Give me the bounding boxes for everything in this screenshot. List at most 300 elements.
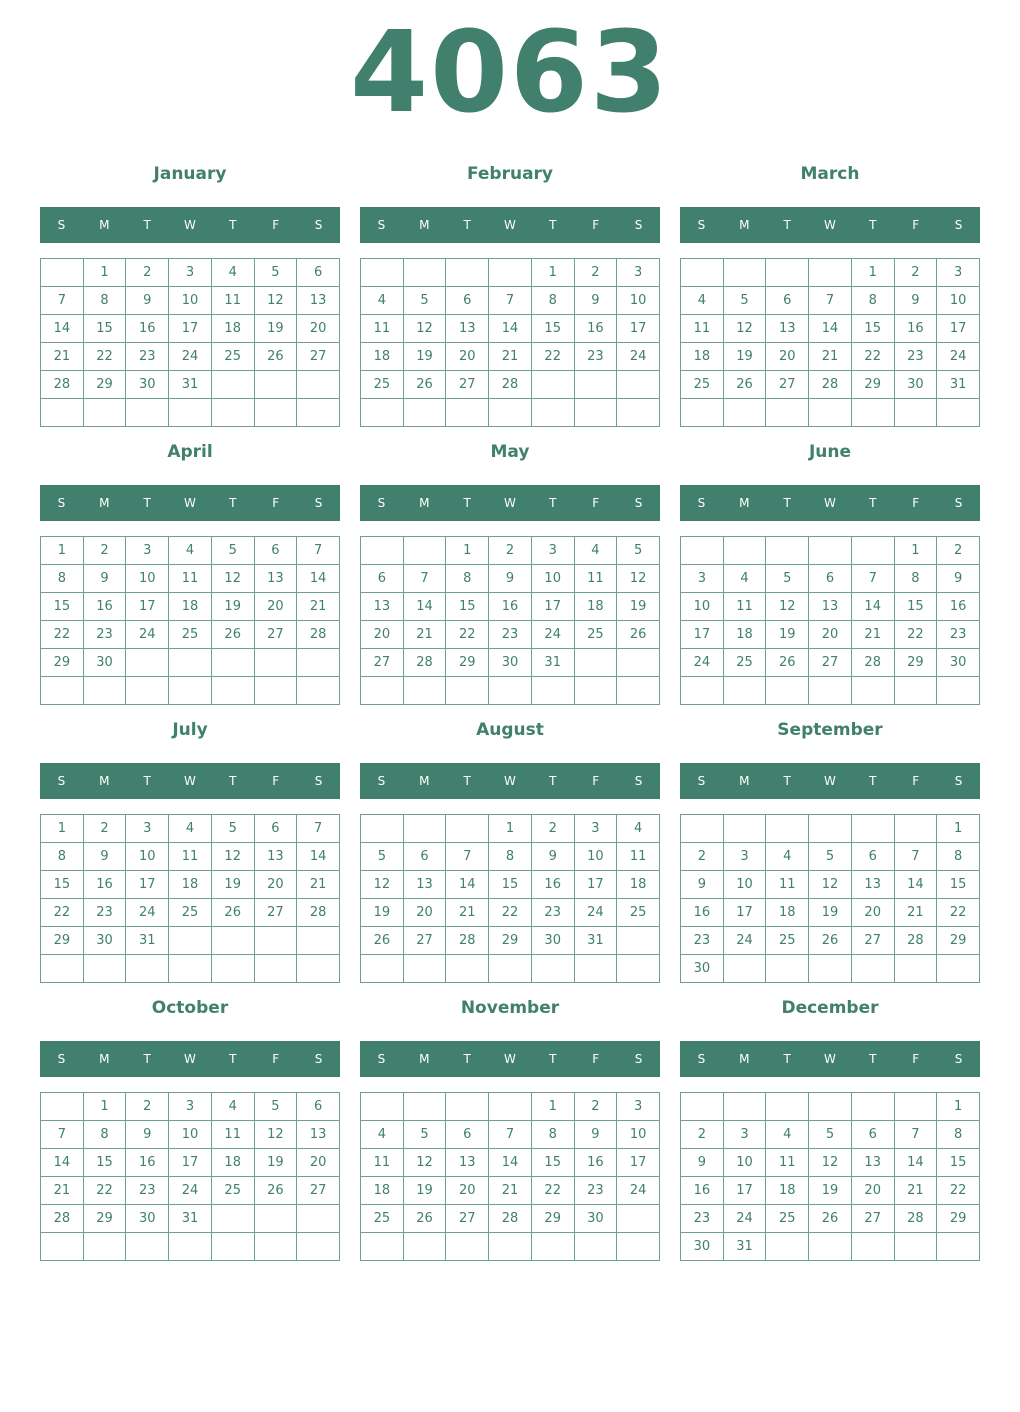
day-cell: 28 — [489, 1205, 532, 1233]
day-cell — [255, 927, 298, 955]
day-cell: 8 — [852, 287, 895, 315]
weekday-header — [40, 207, 340, 243]
weekday-label: S — [377, 1052, 386, 1066]
day-cell — [532, 399, 575, 427]
day-cell — [766, 1233, 809, 1261]
day-cell: 25 — [169, 899, 212, 927]
day-cell: 10 — [937, 287, 980, 315]
weekday-label: S — [954, 774, 963, 788]
day-cell — [895, 1093, 938, 1121]
weekday-label: F — [272, 496, 280, 510]
day-cell — [297, 649, 340, 677]
day-cell: 29 — [84, 371, 127, 399]
day-cell: 25 — [766, 927, 809, 955]
day-cell: 20 — [809, 621, 852, 649]
day-cell: 22 — [852, 343, 895, 371]
day-cell: 14 — [297, 565, 340, 593]
day-cell — [724, 399, 767, 427]
day-cell — [126, 1233, 169, 1261]
day-cell: 21 — [446, 899, 489, 927]
month-title: January — [153, 164, 227, 184]
day-cell — [212, 649, 255, 677]
day-cell: 15 — [84, 1149, 127, 1177]
month-title: February — [466, 164, 554, 184]
day-cell — [937, 1233, 980, 1261]
day-cell: 3 — [126, 815, 169, 843]
day-cell: 27 — [404, 927, 447, 955]
day-cell: 21 — [895, 1177, 938, 1205]
day-cell: 13 — [852, 1149, 895, 1177]
day-grid — [360, 1092, 660, 1261]
day-cell: 6 — [255, 537, 298, 565]
day-cell: 16 — [575, 1149, 618, 1177]
day-cell: 9 — [895, 287, 938, 315]
weekday-label: M — [99, 218, 110, 232]
day-cell: 20 — [766, 343, 809, 371]
day-cell — [766, 1093, 809, 1121]
weekday-header — [40, 763, 340, 799]
day-cell — [404, 1093, 447, 1121]
day-cell: 22 — [489, 899, 532, 927]
month-may — [360, 428, 660, 706]
day-grid — [40, 814, 340, 983]
day-cell: 17 — [724, 1177, 767, 1205]
month-march — [680, 150, 980, 428]
day-cell: 20 — [255, 871, 298, 899]
day-cell: 19 — [255, 315, 298, 343]
weekday-label: T — [229, 1052, 237, 1066]
day-cell: 11 — [212, 1121, 255, 1149]
day-cell — [169, 399, 212, 427]
day-cell: 26 — [617, 621, 660, 649]
day-cell: 11 — [681, 315, 724, 343]
day-cell: 27 — [255, 899, 298, 927]
day-cell: 20 — [446, 1177, 489, 1205]
day-cell: 4 — [361, 1121, 404, 1149]
day-cell: 22 — [937, 899, 980, 927]
weekday-label: S — [314, 1052, 323, 1066]
weekday-label: S — [634, 774, 643, 788]
day-cell: 25 — [361, 1205, 404, 1233]
day-cell: 14 — [297, 843, 340, 871]
day-cell: 27 — [255, 621, 298, 649]
day-cell — [766, 537, 809, 565]
weekday-label: F — [592, 496, 600, 510]
day-cell: 21 — [297, 871, 340, 899]
day-cell: 30 — [895, 371, 938, 399]
day-cell: 21 — [404, 621, 447, 649]
day-cell: 7 — [404, 565, 447, 593]
weekday-label: T — [143, 496, 151, 510]
day-cell: 6 — [404, 843, 447, 871]
day-cell: 8 — [937, 1121, 980, 1149]
weekday-label: W — [824, 218, 836, 232]
weekday-label: F — [272, 774, 280, 788]
day-cell: 7 — [41, 287, 84, 315]
day-cell: 11 — [617, 843, 660, 871]
weekday-label: F — [912, 1052, 920, 1066]
day-cell — [575, 677, 618, 705]
day-cell: 12 — [404, 1149, 447, 1177]
day-cell — [937, 399, 980, 427]
weekday-label: S — [697, 218, 706, 232]
day-cell: 25 — [766, 1205, 809, 1233]
day-cell: 23 — [126, 343, 169, 371]
day-cell: 4 — [766, 1121, 809, 1149]
day-cell — [532, 677, 575, 705]
weekday-header — [360, 1041, 660, 1077]
weekday-header — [40, 1041, 340, 1077]
day-cell — [724, 677, 767, 705]
day-cell — [446, 955, 489, 983]
day-cell: 26 — [766, 649, 809, 677]
weekday-label: S — [954, 1052, 963, 1066]
day-cell: 16 — [681, 1177, 724, 1205]
day-cell: 23 — [681, 1205, 724, 1233]
day-cell: 6 — [297, 259, 340, 287]
day-cell — [297, 371, 340, 399]
weekday-header — [360, 763, 660, 799]
day-cell: 10 — [126, 843, 169, 871]
month-title: September — [777, 720, 883, 740]
day-cell: 3 — [617, 259, 660, 287]
day-cell: 10 — [617, 287, 660, 315]
day-cell: 24 — [575, 899, 618, 927]
weekday-label: S — [697, 496, 706, 510]
day-cell: 5 — [212, 537, 255, 565]
day-cell: 29 — [937, 927, 980, 955]
day-cell: 8 — [41, 565, 84, 593]
day-cell: 12 — [766, 593, 809, 621]
day-cell: 16 — [126, 1149, 169, 1177]
day-cell: 19 — [404, 343, 447, 371]
day-cell: 23 — [937, 621, 980, 649]
day-cell: 26 — [404, 371, 447, 399]
day-cell — [489, 259, 532, 287]
day-cell: 1 — [41, 537, 84, 565]
day-cell — [361, 815, 404, 843]
day-cell: 26 — [212, 899, 255, 927]
day-cell: 6 — [766, 287, 809, 315]
day-cell: 27 — [446, 1205, 489, 1233]
weekday-label: W — [504, 774, 516, 788]
day-cell: 28 — [297, 621, 340, 649]
day-cell: 26 — [724, 371, 767, 399]
day-cell: 29 — [937, 1205, 980, 1233]
day-cell: 7 — [489, 1121, 532, 1149]
day-cell: 1 — [895, 537, 938, 565]
day-cell: 10 — [724, 871, 767, 899]
day-cell: 17 — [937, 315, 980, 343]
day-cell: 19 — [809, 899, 852, 927]
day-cell — [84, 399, 127, 427]
day-cell: 31 — [126, 927, 169, 955]
day-cell: 10 — [169, 1121, 212, 1149]
weekday-label: M — [739, 496, 750, 510]
day-cell: 12 — [809, 1149, 852, 1177]
day-cell — [255, 677, 298, 705]
day-cell — [489, 1093, 532, 1121]
day-cell: 31 — [724, 1233, 767, 1261]
weekday-label: F — [912, 496, 920, 510]
day-cell: 29 — [446, 649, 489, 677]
day-cell — [404, 677, 447, 705]
day-cell: 22 — [895, 621, 938, 649]
weekday-label: S — [57, 218, 66, 232]
day-cell: 4 — [724, 565, 767, 593]
day-cell: 4 — [169, 537, 212, 565]
day-cell — [724, 537, 767, 565]
day-cell — [617, 399, 660, 427]
month-title: December — [781, 998, 879, 1018]
day-cell: 11 — [361, 315, 404, 343]
day-cell: 17 — [681, 621, 724, 649]
weekday-label: T — [143, 774, 151, 788]
weekday-label: S — [57, 774, 66, 788]
day-cell: 28 — [895, 927, 938, 955]
day-cell — [41, 1233, 84, 1261]
day-cell: 12 — [361, 871, 404, 899]
day-cell — [212, 677, 255, 705]
day-cell: 7 — [297, 537, 340, 565]
day-cell: 5 — [212, 815, 255, 843]
weekday-label: S — [634, 218, 643, 232]
day-cell: 10 — [126, 565, 169, 593]
day-cell — [41, 399, 84, 427]
day-cell: 17 — [617, 1149, 660, 1177]
day-cell: 17 — [126, 871, 169, 899]
day-cell: 26 — [361, 927, 404, 955]
day-cell: 24 — [126, 899, 169, 927]
day-cell: 19 — [361, 899, 404, 927]
day-cell: 19 — [724, 343, 767, 371]
day-cell: 14 — [809, 315, 852, 343]
day-cell: 5 — [404, 287, 447, 315]
day-cell: 28 — [489, 371, 532, 399]
day-cell: 7 — [895, 1121, 938, 1149]
day-cell: 6 — [446, 287, 489, 315]
day-cell — [766, 677, 809, 705]
day-cell — [489, 1233, 532, 1261]
month-title: July — [172, 720, 208, 740]
weekday-label: S — [57, 496, 66, 510]
day-cell: 2 — [575, 259, 618, 287]
day-cell: 24 — [724, 1205, 767, 1233]
day-cell — [297, 399, 340, 427]
day-cell: 22 — [532, 343, 575, 371]
day-cell: 5 — [766, 565, 809, 593]
day-cell: 20 — [255, 593, 298, 621]
weekday-label: T — [783, 496, 791, 510]
day-cell: 11 — [169, 843, 212, 871]
day-cell: 5 — [404, 1121, 447, 1149]
day-cell — [446, 1093, 489, 1121]
weekday-label: W — [824, 496, 836, 510]
day-cell — [852, 1233, 895, 1261]
day-cell: 29 — [895, 649, 938, 677]
day-cell: 11 — [361, 1149, 404, 1177]
day-cell: 12 — [724, 315, 767, 343]
day-cell: 12 — [617, 565, 660, 593]
day-cell: 1 — [937, 1093, 980, 1121]
day-cell: 13 — [255, 565, 298, 593]
weekday-label: W — [504, 1052, 516, 1066]
month-title: April — [167, 442, 213, 462]
day-cell: 12 — [404, 315, 447, 343]
day-cell — [766, 259, 809, 287]
day-cell — [575, 371, 618, 399]
day-cell — [489, 399, 532, 427]
day-cell: 7 — [446, 843, 489, 871]
day-cell: 8 — [84, 287, 127, 315]
weekday-label: T — [869, 496, 877, 510]
day-grid — [680, 536, 980, 705]
day-cell: 3 — [126, 537, 169, 565]
day-cell: 24 — [937, 343, 980, 371]
day-cell: 31 — [937, 371, 980, 399]
day-cell: 24 — [617, 1177, 660, 1205]
day-cell: 5 — [809, 1121, 852, 1149]
weekday-label: W — [824, 774, 836, 788]
day-cell: 16 — [937, 593, 980, 621]
day-cell: 2 — [84, 537, 127, 565]
day-cell: 23 — [575, 1177, 618, 1205]
day-cell: 7 — [489, 287, 532, 315]
weekday-label: F — [272, 1052, 280, 1066]
day-cell: 17 — [169, 315, 212, 343]
day-cell: 24 — [681, 649, 724, 677]
day-cell — [489, 677, 532, 705]
weekday-label: T — [549, 496, 557, 510]
day-cell — [361, 1233, 404, 1261]
day-cell: 13 — [361, 593, 404, 621]
day-cell — [446, 399, 489, 427]
day-cell: 9 — [937, 565, 980, 593]
day-cell: 2 — [681, 1121, 724, 1149]
day-cell: 21 — [852, 621, 895, 649]
day-cell: 17 — [126, 593, 169, 621]
day-cell: 14 — [895, 1149, 938, 1177]
day-cell: 28 — [809, 371, 852, 399]
day-cell: 4 — [617, 815, 660, 843]
day-cell: 14 — [895, 871, 938, 899]
day-cell: 8 — [446, 565, 489, 593]
day-cell: 15 — [532, 315, 575, 343]
day-cell: 29 — [84, 1205, 127, 1233]
day-cell — [617, 1205, 660, 1233]
day-cell: 3 — [617, 1093, 660, 1121]
day-cell — [126, 399, 169, 427]
day-cell: 30 — [681, 1233, 724, 1261]
day-cell: 29 — [41, 927, 84, 955]
day-cell: 19 — [766, 621, 809, 649]
day-cell — [617, 649, 660, 677]
day-cell — [169, 927, 212, 955]
day-cell: 2 — [126, 259, 169, 287]
day-cell — [255, 649, 298, 677]
month-title: March — [800, 164, 860, 184]
day-cell: 28 — [404, 649, 447, 677]
day-cell: 18 — [617, 871, 660, 899]
day-cell: 5 — [255, 259, 298, 287]
day-cell — [41, 677, 84, 705]
weekday-label: W — [504, 496, 516, 510]
day-cell: 12 — [212, 565, 255, 593]
day-cell: 3 — [681, 565, 724, 593]
day-cell: 21 — [41, 343, 84, 371]
day-cell: 23 — [84, 621, 127, 649]
day-cell: 16 — [895, 315, 938, 343]
day-cell: 12 — [212, 843, 255, 871]
month-june — [680, 428, 980, 706]
day-cell: 14 — [852, 593, 895, 621]
weekday-header — [680, 207, 980, 243]
weekday-label: T — [463, 218, 471, 232]
day-cell: 19 — [212, 871, 255, 899]
day-cell: 10 — [617, 1121, 660, 1149]
day-cell: 24 — [169, 1177, 212, 1205]
day-cell: 15 — [937, 1149, 980, 1177]
day-cell — [169, 1233, 212, 1261]
day-cell — [404, 537, 447, 565]
day-cell: 27 — [852, 927, 895, 955]
weekday-label: T — [229, 218, 237, 232]
day-cell: 15 — [852, 315, 895, 343]
day-cell: 14 — [41, 315, 84, 343]
day-cell: 6 — [446, 1121, 489, 1149]
day-cell — [404, 259, 447, 287]
day-cell — [446, 1233, 489, 1261]
day-cell — [212, 927, 255, 955]
day-cell — [404, 815, 447, 843]
day-cell — [617, 371, 660, 399]
day-cell: 28 — [446, 927, 489, 955]
day-grid — [680, 258, 980, 427]
day-cell — [809, 1093, 852, 1121]
day-cell — [681, 399, 724, 427]
month-august — [360, 706, 660, 984]
day-cell: 18 — [724, 621, 767, 649]
weekday-label: T — [549, 218, 557, 232]
weekday-label: T — [463, 496, 471, 510]
weekday-label: S — [377, 774, 386, 788]
month-title: June — [808, 442, 852, 462]
weekday-label: S — [634, 496, 643, 510]
day-cell: 10 — [532, 565, 575, 593]
day-cell: 22 — [41, 899, 84, 927]
weekday-label: T — [783, 774, 791, 788]
day-cell: 18 — [575, 593, 618, 621]
day-cell — [852, 955, 895, 983]
day-cell: 28 — [41, 1205, 84, 1233]
day-cell: 30 — [681, 955, 724, 983]
day-cell: 11 — [724, 593, 767, 621]
weekday-label: W — [824, 1052, 836, 1066]
day-cell — [255, 399, 298, 427]
day-cell: 27 — [446, 371, 489, 399]
weekday-label: W — [184, 496, 196, 510]
weekday-label: T — [143, 218, 151, 232]
day-cell: 9 — [575, 1121, 618, 1149]
day-cell: 27 — [766, 371, 809, 399]
day-cell — [617, 677, 660, 705]
day-cell: 2 — [681, 843, 724, 871]
weekday-label: F — [272, 218, 280, 232]
day-cell — [361, 259, 404, 287]
day-cell — [255, 1205, 298, 1233]
day-cell: 3 — [937, 259, 980, 287]
day-cell: 25 — [575, 621, 618, 649]
